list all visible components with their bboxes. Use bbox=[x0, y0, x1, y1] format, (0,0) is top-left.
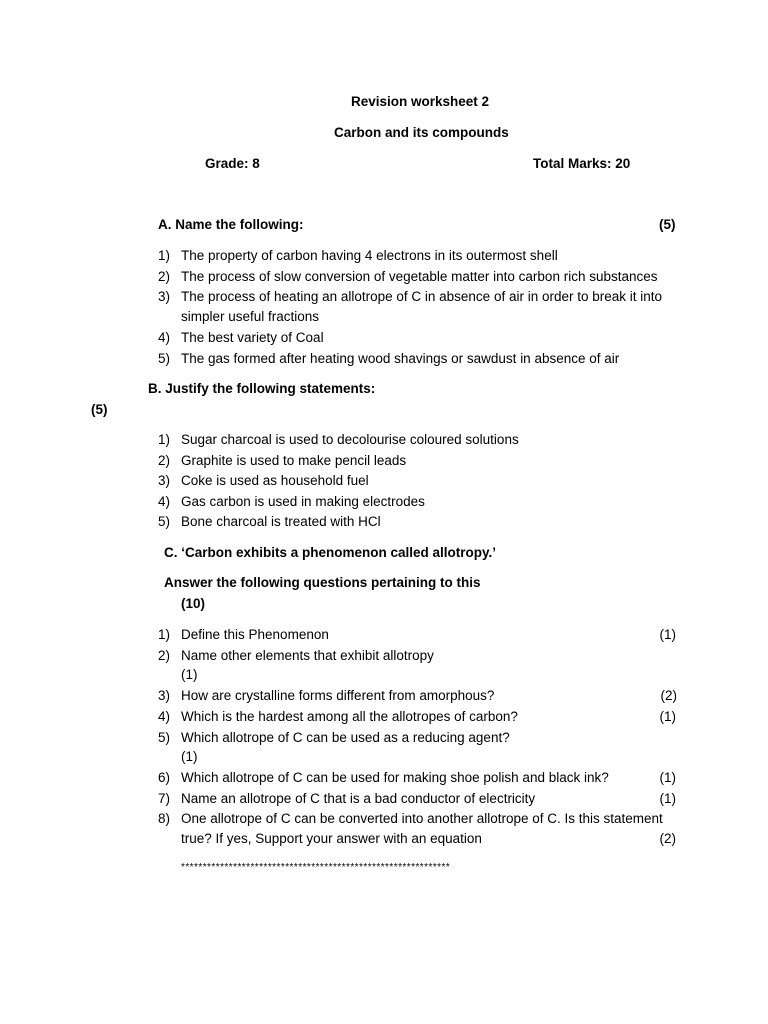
item-marks: (2) bbox=[659, 831, 676, 846]
item-number: 5) bbox=[157, 730, 170, 745]
section-c-marks: (10) bbox=[181, 596, 206, 611]
worksheet-subtitle: Carbon and its compounds bbox=[334, 125, 509, 140]
item-marks: (1) bbox=[659, 627, 676, 642]
item-marks: (1) bbox=[659, 709, 676, 724]
section-a-heading: A. Name the following: bbox=[158, 217, 304, 232]
item-number: 4) bbox=[157, 494, 170, 509]
item-number: 1) bbox=[157, 432, 170, 447]
item-text: Gas carbon is used in making electrodes bbox=[181, 494, 425, 509]
item-number: 1) bbox=[157, 627, 170, 642]
item-marks: (1) bbox=[659, 791, 676, 806]
section-b-heading: B. Justify the following statements: bbox=[148, 381, 376, 396]
grade-label: Grade: 8 bbox=[205, 156, 260, 171]
item-marks: (2) bbox=[660, 688, 677, 703]
item-number: 7) bbox=[157, 791, 170, 806]
item-text-continued: simpler useful fractions bbox=[181, 309, 320, 324]
item-text: Coke is used as household fuel bbox=[181, 473, 369, 488]
item-text: One allotrope of C can be converted into another allotrope of C. Is this statement bbox=[181, 811, 663, 826]
item-number: 4) bbox=[157, 709, 170, 724]
item-number: 5) bbox=[157, 514, 170, 529]
item-text: Bone charcoal is treated with HCl bbox=[181, 514, 381, 529]
item-text: Which is the hardest among all the allotropes of carbon? bbox=[181, 709, 518, 724]
item-text: Define this Phenomenon bbox=[181, 627, 329, 642]
item-text: Name other elements that exhibit allotropy bbox=[181, 648, 434, 663]
item-text: The gas formed after heating wood shavings or sawdust in absence of air bbox=[181, 351, 620, 366]
item-number: 2) bbox=[157, 648, 170, 663]
section-c-subheading: Answer the following questions pertaining to this bbox=[164, 575, 481, 590]
item-marks: (1) bbox=[659, 770, 676, 785]
total-marks-label: Total Marks: 20 bbox=[533, 156, 631, 171]
item-text: The process of heating an allotrope of C in absence of air in order to break it into bbox=[181, 289, 663, 304]
item-number: 5) bbox=[157, 351, 170, 366]
item-number: 2) bbox=[157, 269, 170, 284]
worksheet-title: Revision worksheet 2 bbox=[351, 94, 490, 109]
item-text: The property of carbon having 4 electrons in its outermost shell bbox=[181, 248, 558, 263]
item-number: 3) bbox=[157, 473, 170, 488]
item-marks: (1) bbox=[181, 749, 198, 764]
item-text: The process of slow conversion of vegetable matter into carbon rich substances bbox=[181, 269, 658, 284]
section-c-heading: C. ‘Carbon exhibits a phenomenon called allotropy.’ bbox=[164, 545, 497, 560]
item-text: Which allotrope of C can be used for making shoe polish and black ink? bbox=[181, 770, 609, 785]
item-text: Name an allotrope of C that is a bad conductor of electricity bbox=[181, 791, 536, 806]
item-number: 3) bbox=[157, 688, 170, 703]
item-text: The best variety of Coal bbox=[181, 330, 324, 345]
item-number: 4) bbox=[157, 330, 170, 345]
item-number: 8) bbox=[157, 811, 170, 826]
item-number: 3) bbox=[157, 289, 170, 304]
item-text: Graphite is used to make pencil leads bbox=[181, 453, 407, 468]
item-text: How are crystalline forms different from amorphous? bbox=[181, 688, 495, 703]
item-text: Sugar charcoal is used to decolourise coloured solutions bbox=[181, 432, 519, 447]
item-text-continued: true? If yes, Support your answer with an equation bbox=[181, 831, 482, 846]
item-number: 1) bbox=[157, 248, 170, 263]
section-a-marks: (5) bbox=[659, 217, 676, 232]
section-b-marks: (5) bbox=[91, 402, 108, 417]
item-number: 6) bbox=[157, 770, 170, 785]
item-marks: (1) bbox=[181, 667, 198, 682]
item-number: 2) bbox=[157, 453, 170, 468]
item-text: Which allotrope of C can be used as a reducing agent? bbox=[181, 730, 510, 745]
footer-divider: ************************************************************** bbox=[181, 862, 451, 873]
